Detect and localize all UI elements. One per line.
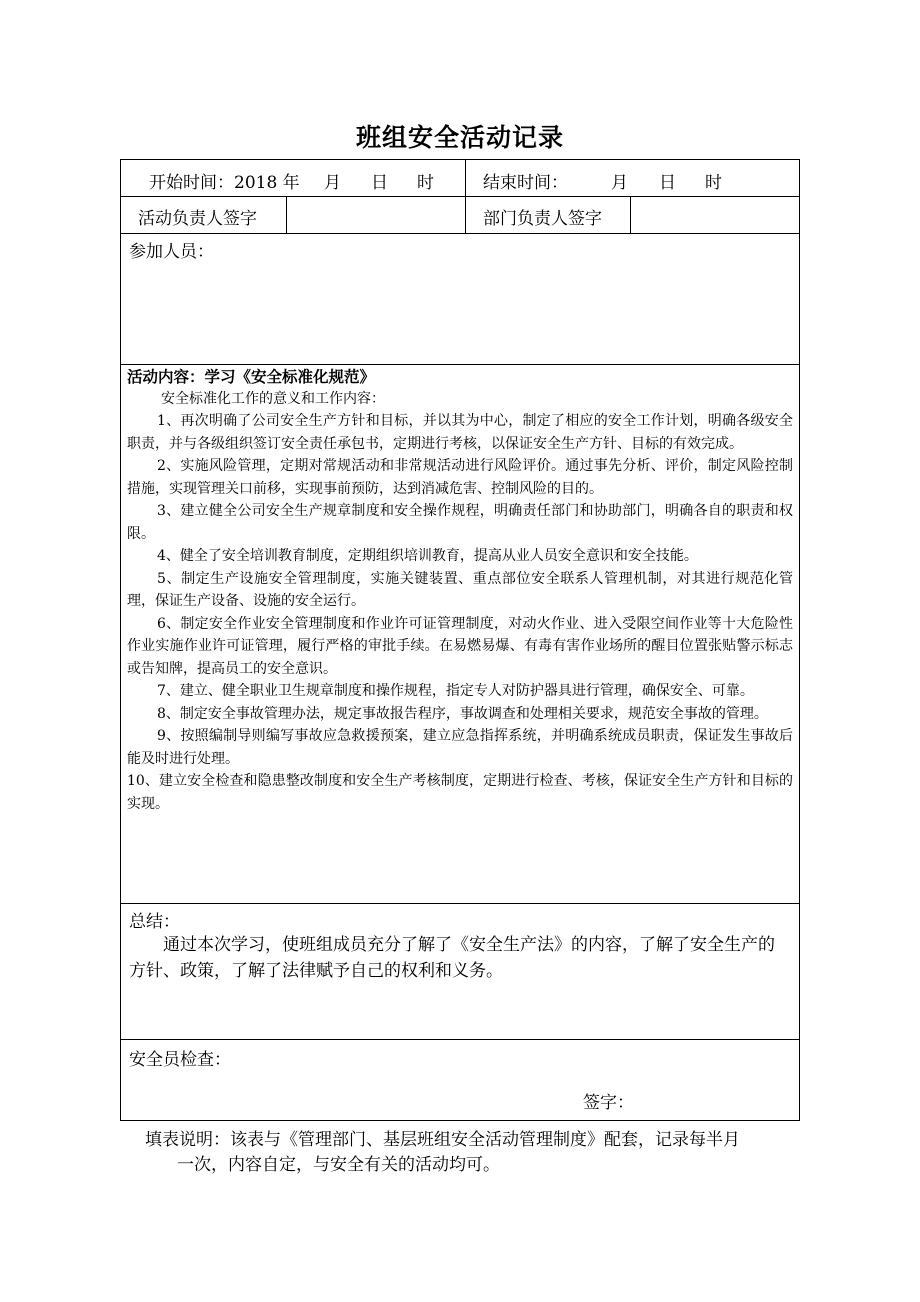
row-divider bbox=[121, 233, 799, 234]
activity-item: 4、健全了安全培训教育制度，定期组织培训教育，提高从业人员安全意识和安全技能。 bbox=[157, 548, 698, 564]
activity-item: 10、建立安全检查和隐患整改制度和安全生产考核制度，定期进行检查、考核，保证安全生产方针和目标的实现。 bbox=[127, 773, 793, 812]
record-form-table bbox=[120, 159, 800, 1121]
column-divider bbox=[465, 160, 466, 233]
activity-item: 1、再次明确了公司安全生产方针和目标，并以其为中心，制定了相应的安全工作计划，明确各级安全职责，并与各级组织签订安全责任承包书，定期进行考核，以保证安全生产方针、目标的有效完成。 bbox=[127, 413, 793, 452]
activity-intro: 安全标准化工作的意义和工作内容： bbox=[161, 391, 385, 407]
start-day-label: 日 bbox=[371, 173, 388, 193]
end-time-label: 结束时间： bbox=[483, 173, 568, 193]
end-hour-label: 时 bbox=[705, 173, 722, 193]
activity-item: 5、制定生产设施安全管理制度，实施关键装置、重点部位安全联系人管理机制，对其进行规范化管理，保证生产设备、设施的安全运行。 bbox=[127, 570, 793, 609]
row-divider bbox=[121, 903, 799, 904]
activity-item: 3、建立健全公司安全生产规章制度和安全操作规程，明确责任部门和协助部门，明确各自的职责和权限。 bbox=[127, 503, 793, 542]
dept-leader-label: 部门负责人签字 bbox=[483, 209, 602, 229]
fill-instructions-line: 填表说明：该表与《管理部门、基层班组安全活动管理制度》配套，记录每半月 bbox=[145, 1130, 740, 1150]
activity-item: 8、制定安全事故管理办法，规定事故报告程序，事故调查和处理相关要求，规范安全事故的管理。 bbox=[157, 705, 768, 722]
start-month-label: 月 bbox=[324, 173, 341, 193]
row-divider bbox=[121, 1039, 799, 1040]
row-divider bbox=[121, 364, 799, 365]
activity-content bbox=[127, 366, 793, 815]
end-month-label: 月 bbox=[611, 173, 628, 193]
start-time-label: 开始时间：2018 年 bbox=[149, 173, 300, 193]
activity-leader-label: 活动负责人签字 bbox=[138, 209, 257, 229]
column-divider bbox=[286, 196, 287, 233]
start-hour-label: 时 bbox=[417, 173, 434, 193]
row-divider bbox=[121, 196, 799, 197]
end-day-label: 日 bbox=[659, 173, 676, 193]
fill-instructions bbox=[145, 1128, 805, 1178]
participants-label: 参加人员： bbox=[129, 242, 214, 262]
document-title: 班组安全活动记录 bbox=[355, 123, 564, 152]
safety-inspection-label: 安全员检查： bbox=[129, 1050, 231, 1070]
activity-item: 2、实施风险管理，定期对常规活动和非常规活动进行风险评价。通过事先分析、评价，制定风险控制措施，实现管理关口前移，实现事前预防，达到消减危害、控制风险的目的。 bbox=[127, 458, 793, 497]
activity-item: 9、按照编制导则编写事故应急救援预案，建立应急指挥系统，并明确系统成员职责，保证发生事故后能及时进行处理。 bbox=[127, 728, 793, 767]
activity-item: 7、建立、健全职业卫生规章制度和操作规程，指定专人对防护器具进行管理，确保安全、可靠。 bbox=[157, 683, 754, 699]
summary-text: 通过本次学习，使班组成员充分了解了《安全生产法》的内容，了解了安全生产的方针、政策，了解了法律赋予自己的权利和义务。 bbox=[129, 935, 775, 981]
summary-label: 总结： bbox=[129, 912, 180, 932]
activity-item: 6、制定安全作业安全管理制度和作业许可证管理制度，对动火作业、进入受限空间作业等十大危险性作业实施作业许可证管理，履行严格的审批手续。在易燃易爆、有毒有害作业场所的醒目位置张贴警示标志或告知牌，提高员工的安全意识。 bbox=[127, 615, 793, 677]
signature-label: 签字： bbox=[583, 1093, 634, 1113]
activity-heading: 活动内容：学习《安全标准化规范》 bbox=[127, 368, 376, 386]
fill-instructions-line: 一次，内容自定，与安全有关的活动均可。 bbox=[177, 1155, 500, 1175]
column-divider bbox=[630, 196, 631, 233]
